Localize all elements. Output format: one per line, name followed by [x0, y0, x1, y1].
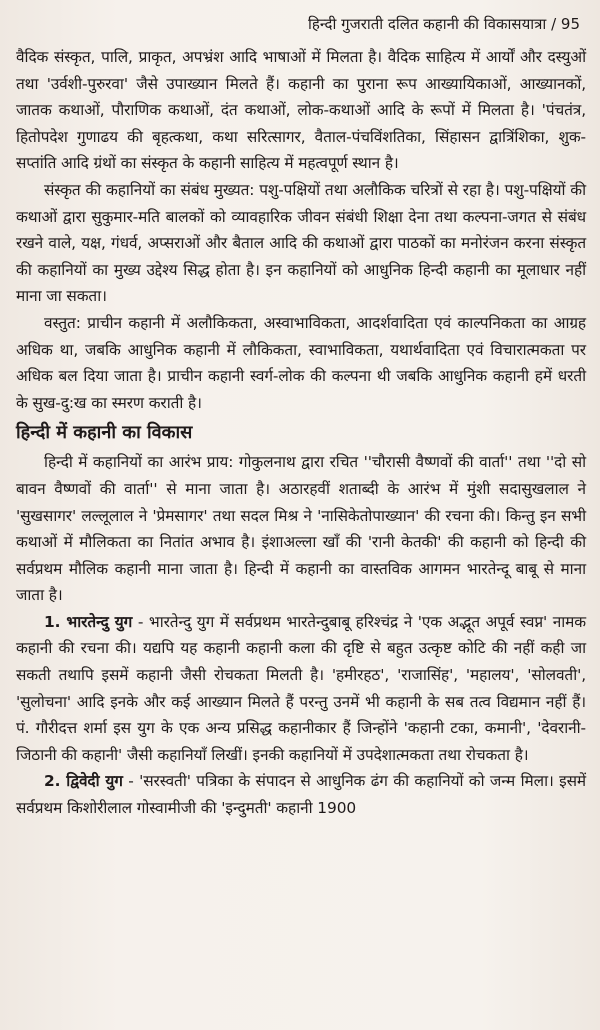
paragraph-4: हिन्दी में कहानियों का आरंभ प्राय: गोकुलनाथ द्वारा रचित ''चौरासी वैष्णवों की वार्ता'' तथा ''दो सो बावन वैष्णवों की वार्ता'' से माना जाता है। अठारहवीं शताब्दी के आरंभ में मुंशी सदासुखलाल ने 'सुखसागर' लल्लूलाल ने 'प्रेमसागर' तथा सदल मिश्र ने 'नासिकेतोपाख्यान' की रचना की। किन्तु इन सभी कथाओं में मौलिकता का नितांत अभाव है। इंशाअल्ला खाँ की 'रानी केतकी' की कहानी को हिन्दी की सर्वप्रथम मौलिक कहानी माना जाता है। हिन्दी में कहानी का वास्तविक आगमन भारतेन्दू बाबू से माना जाता है।: [16, 453, 586, 605]
subsection-title-bharatendu: 1. भारतेन्दु युग: [44, 612, 133, 631]
paragraph-6: [16, 768, 586, 821]
paragraph-5: [16, 609, 586, 769]
subsection-title-dwivedi: 2. द्विवेदी युग: [44, 772, 123, 791]
paragraph-2: संस्कृत की कहानियों का संबंध मुख्यत: पशु-पक्षियों तथा अलौकिक चरित्रों से रहा है। पशु-पक्षियों की कथाओं द्वारा सुकुमार-मति बालकों को व्यावहारिक जीवन संबंधी शिक्षा देना तथा कल्पना-जगत से संबंध रखने वाले, यक्ष, गंधर्व, अप्सराओं और बैताल आदि की कथाओं द्वारा पाठकों का मनोरंजन करना संस्कृत की कहानियों का मुख्य उद्देश्य सिद्ध होता है। इन कहानियों को आधुनिक हिन्दी कहानी का मूलाधार नहीं माना जा सकता।: [16, 180, 586, 306]
paragraph-3: वस्तुत: प्राचीन कहानी में अलौकिकता, अस्वाभाविकता, आदर्शवादिता एवं काल्पनिकता का आग्रह अधिक था, जबकि आधुनिक कहानी में लौकिकता, स्वाभाविकता, यथार्थवादिता एवं विचारात्मकता पर अधिक बल दिया जाता है। प्राचीन कहानी स्वर्ग-लोक की कल्पना थी जबकि आधुनिक कहानी हमें धरती के सुख-दु:ख का स्मरण कराती है।: [16, 313, 586, 412]
paragraph-6-text: - 'सरस्वती' पत्रिका के संपादन से आधुनिक ढंग की कहानियों को जन्म मिला। इसमें सर्वप्रथम किशोरीलाल गोस्वामीजी की 'इन्दुमती' कहानी 1900: [16, 772, 586, 818]
paragraph-5-text: - भारतेन्दु युग में सर्वप्रथम भारतेन्दुबाबू हरिश्चंद्र ने 'एक अद्भूत अपूर्व स्वप्न' नामक कहानी की रचना की। यद्यपि यह कहानी कहानी कला की दृष्टि से बहुत उत्कृष्ट कोटि की नहीं कही जा सकती तथापि इसमें कहानी जैसी रोचकता मिलती है। 'हमीरहठ', 'राजासिंह', 'महालय', 'सोलवती', 'सुलोचना' आदि इनके और कई आख्यान मिलते हैं परन्तु उनमें भी कहानी के सब तत्व विद्यमान नहीं हैं। पं. गौरीदत्त शर्मा इस युग के एक अन्य प्रसिद्ध कहानीकार हैं जिन्होंने 'कहानी टका, कमानी', 'देवरानी-जिठानी की कहानी' जैसी कहानियाँ लिखीं। इनकी कहानियों में उपदेशात्मकता तथा रोचकता है।: [16, 612, 586, 764]
running-header: हिन्दी गुजराती दलित कहानी की विकासयात्रा / 95: [308, 15, 580, 33]
section-heading: हिन्दी में कहानी का विकास: [16, 422, 193, 444]
paragraph-1: वैदिक संस्कृत, पालि, प्राकृत, अपभ्रंश आदि भाषाओं में मिलता है। वैदिक साहित्य में आर्यों और दस्युओं तथा 'उर्वशी-पुरुरवा' जैसे उपाख्यान मिलते हैं। कहानी का पुराना रूप आख्यायिकाओं, आख्यानकों, जातक कथाओं, पौराणिक कथाओं, दंत कथाओं, लोक-कथाओं आदि के रूपों में मिलता है। 'पंचतंत्र, हितोपदेश गुणाढय की बृहत्कथा, कथा सरित्सागर, वैताल-पंचविंशतिका, सिंहासन द्वात्रिंशिका, शुक-सप्तांति आदि ग्रंथों का संस्कृत के कहानी साहित्य में महत्वपूर्ण स्थान है।: [16, 48, 586, 173]
